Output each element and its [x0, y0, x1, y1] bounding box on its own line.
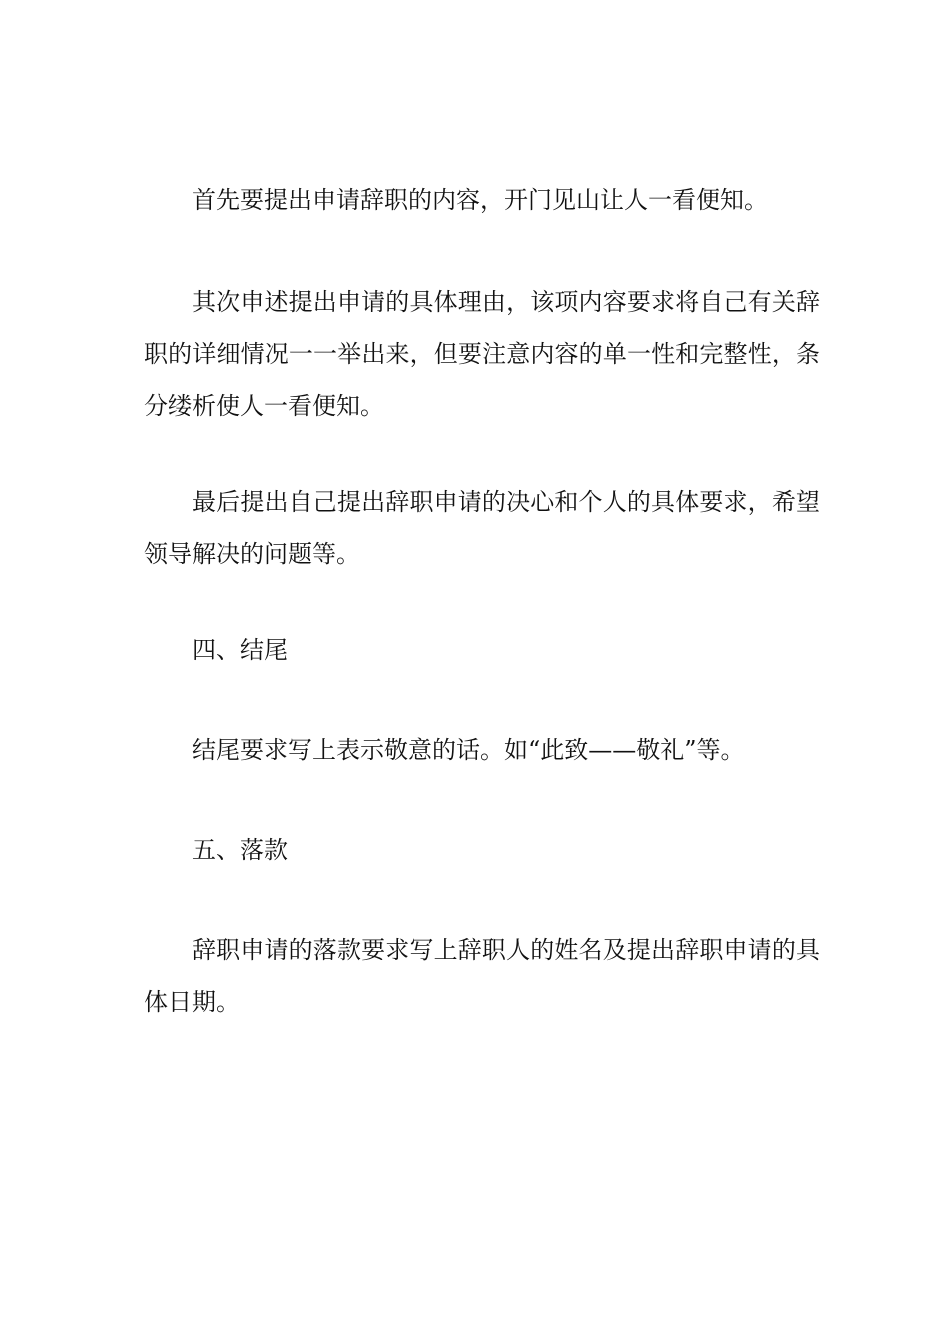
paragraph-reasons: 其次申述提出申请的具体理由，该项内容要求将自己有关辞职的详细情况一一举出来，但要注意内容的单一性和完整性，条分缕析使人一看便知。 — [144, 288, 820, 420]
section-heading-ending: 四、结尾 — [192, 636, 288, 664]
paragraph-ending: 结尾要求写上表示敬意的话。如“此致——敬礼”等。 — [192, 736, 745, 764]
paragraph-resolution: 最后提出自己提出辞职申请的决心和个人的具体要求，希望领导解决的问题等。 — [144, 488, 820, 568]
paragraph-signature: 辞职申请的落款要求写上辞职人的姓名及提出辞职申请的具体日期。 — [144, 936, 820, 1016]
paragraph-opening-request: 首先要提出申请辞职的内容，开门见山让人一看便知。 — [192, 186, 768, 214]
section-heading-signature: 五、落款 — [192, 836, 288, 864]
